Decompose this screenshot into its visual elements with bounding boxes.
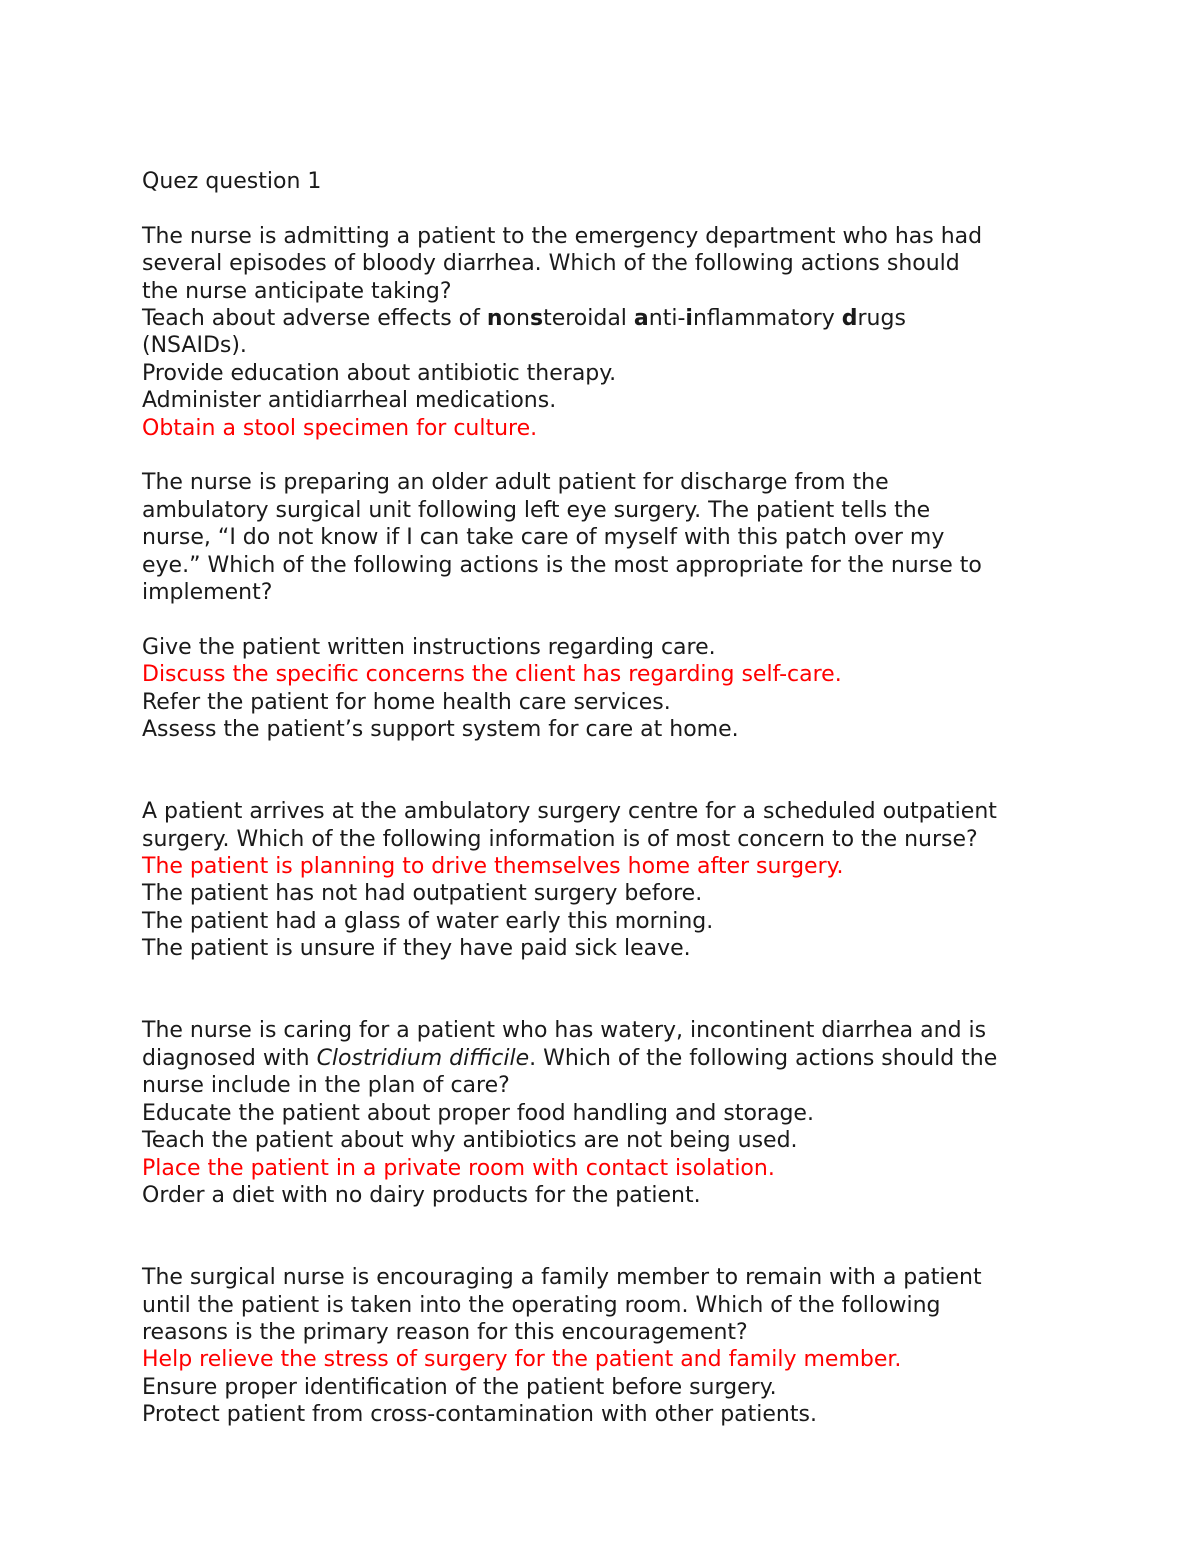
answer-option: Refer the patient for home health care services.	[142, 689, 671, 715]
correct-answer: Obtain a stool specimen for culture.	[142, 415, 538, 441]
correct-answer: Help relieve the stress of surgery for the patient and family member.	[142, 1347, 902, 1373]
question-stem-line: the nurse anticipate taking?	[142, 278, 452, 304]
document-page	[142, 168, 1102, 1429]
question-3	[142, 798, 1102, 962]
blank-line	[142, 1237, 1102, 1264]
question-stem-line: implement?	[142, 580, 273, 606]
answer-option: Administer antidiarrheal medications.	[142, 388, 557, 414]
blank-line	[142, 195, 1102, 222]
document-title: Quez question 1	[142, 169, 322, 194]
question-5	[142, 1264, 1102, 1428]
question-4	[142, 1017, 1102, 1209]
blank-line	[142, 442, 1102, 469]
answer-option: Ensure proper identification of the patient before surgery.	[142, 1374, 777, 1400]
question-stem-line: The nurse is admitting a patient to the emergency department who has had	[142, 223, 983, 249]
answer-option: Give the patient written instructions regarding care.	[142, 634, 716, 660]
question-2	[142, 469, 1102, 743]
blank-line	[142, 743, 1102, 770]
blank-line	[142, 963, 1102, 990]
answer-option: Order a diet with no dairy products for the patient.	[142, 1182, 701, 1208]
answer-option: Teach about adverse effects of nonsteroidal anti-inflammatory drugs	[142, 306, 906, 332]
question-stem-line: nurse, “I do not know if I can take care of myself with this patch over my	[142, 525, 945, 551]
question-stem-line: nurse include in the plan of care?	[142, 1073, 510, 1099]
answer-option: Protect patient from cross-contamination with other patients.	[142, 1402, 817, 1428]
answer-option: The patient had a glass of water early this morning.	[142, 908, 714, 934]
question-stem-line: ambulatory surgical unit following left eye surgery. The patient tells the	[142, 497, 931, 523]
answer-option: The patient is unsure if they have paid sick leave.	[142, 936, 691, 962]
correct-answer: Discuss the specific concerns the client has regarding self-care.	[142, 662, 842, 688]
question-1	[142, 223, 1102, 442]
answer-option: Provide education about antibiotic therapy.	[142, 360, 617, 386]
question-stem-line: surgery. Which of the following information is of most concern to the nurse?	[142, 826, 978, 852]
question-stem-line: The nurse is preparing an older adult patient for discharge from the	[142, 470, 889, 496]
question-stem-line: until the patient is taken into the operating room. Which of the following	[142, 1292, 941, 1318]
question-stem-line: The surgical nurse is encouraging a family member to remain with a patient	[142, 1265, 982, 1291]
answer-option: Teach the patient about why antibiotics are not being used.	[142, 1128, 798, 1154]
answer-option: Assess the patient’s support system for care at home.	[142, 717, 739, 743]
answer-option-continued: (NSAIDs).	[142, 333, 247, 359]
answer-option: The patient has not had outpatient surgery before.	[142, 881, 703, 907]
question-stem-line: The nurse is caring for a patient who has watery, incontinent diarrhea and is	[142, 1018, 987, 1044]
question-stem-line: several episodes of bloody diarrhea. Which of the following actions should	[142, 251, 960, 277]
question-stem-line: A patient arrives at the ambulatory surgery centre for a scheduled outpatient	[142, 799, 997, 825]
blank-line	[142, 1209, 1102, 1236]
question-stem-line: reasons is the primary reason for this encouragement?	[142, 1319, 748, 1345]
question-stem-line: eye.” Which of the following actions is the most appropriate for the nurse to	[142, 552, 982, 578]
question-stem-line: diagnosed with Clostridium difficile. Which of the following actions should the	[142, 1045, 998, 1071]
correct-answer: Place the patient in a private room with contact isolation.	[142, 1155, 775, 1181]
correct-answer: The patient is planning to drive themselves home after surgery.	[142, 854, 844, 880]
blank-line	[142, 990, 1102, 1017]
organism-name: Clostridium difficile	[316, 1045, 530, 1071]
blank-line	[142, 606, 1102, 633]
blank-line	[142, 771, 1102, 798]
answer-option: Educate the patient about proper food handling and storage.	[142, 1100, 814, 1126]
